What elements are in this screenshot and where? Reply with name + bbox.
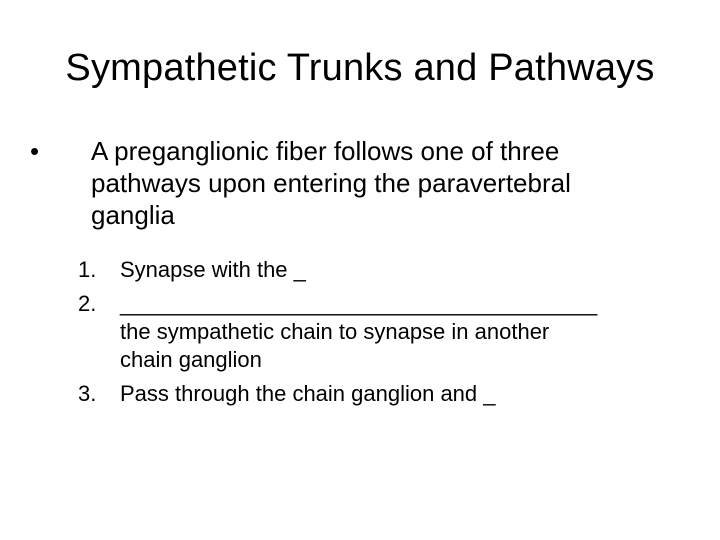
list-text: Synapse with the _	[120, 257, 306, 282]
bullet-marker: •	[30, 136, 40, 166]
bullet-text: A preganglionic fiber follows one of three pathways upon entering the paravertebral ganglia	[91, 136, 571, 230]
list-text: the sympathetic chain to synapse in another	[120, 319, 550, 344]
list-number: 1.	[78, 257, 97, 282]
fill-in-blank-line: _______________________________________	[120, 291, 598, 316]
list-item-2	[78, 290, 678, 374]
slide-title: Sympathetic Trunks and Pathways	[65, 47, 655, 89]
list-item-1	[78, 256, 678, 284]
list-number: 3.	[78, 381, 97, 406]
list-number: 2.	[78, 291, 97, 316]
numbered-list	[78, 256, 678, 414]
list-item-3	[78, 380, 678, 408]
list-text: chain ganglion	[120, 347, 262, 372]
list-text: Pass through the chain ganglion and _	[120, 381, 496, 406]
